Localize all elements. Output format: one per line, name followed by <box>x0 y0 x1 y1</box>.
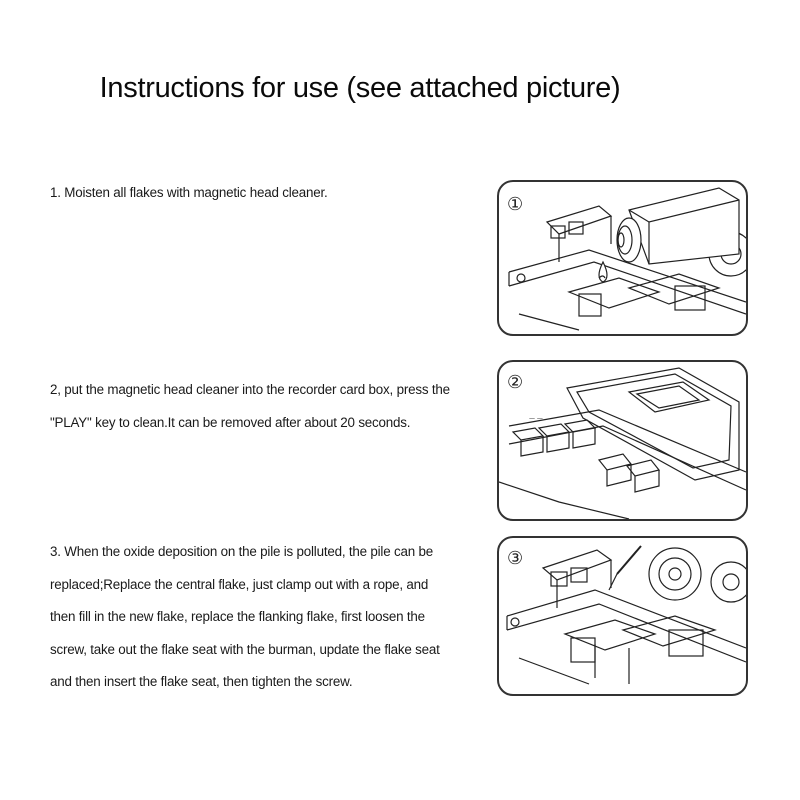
figure-2-number: ② <box>507 372 524 393</box>
step-2-line: "PLAY" key to clean.It can be removed after about 20 seconds. <box>50 414 411 430</box>
step-3-line: 3. When the oxide deposition on the pile is polluted, the pile can be <box>50 544 433 559</box>
step-3-line: screw, take out the flake seat with the burman, update the flake seat <box>50 641 440 657</box>
figure-1-illustration <box>497 180 748 336</box>
step-3-line: and then insert the flake seat, then tighten the screw. <box>50 674 353 689</box>
step-1-text <box>50 177 480 210</box>
step-3-text <box>50 536 480 699</box>
svg-text:— —: — — <box>529 415 543 422</box>
step-2-text <box>50 374 480 439</box>
figure-3-illustration <box>497 536 748 696</box>
step-3-line: then fill in the new flake, replace the flanking flake, first loosen the <box>50 609 425 624</box>
page-title: Instructions for use (see attached picture) <box>99 72 621 104</box>
step-3-line: replaced;Replace the central flake, just clamp out with a rope, and <box>50 576 429 592</box>
figure-2-illustration <box>497 360 748 521</box>
step-2-line: 2, put the magnetic head cleaner into the recorder card box, press the <box>50 382 450 397</box>
figure-3-number: ③ <box>507 548 524 569</box>
figure-1-number: ① <box>507 194 524 215</box>
step-1-line: 1. Moisten all flakes with magnetic head cleaner. <box>50 185 328 200</box>
